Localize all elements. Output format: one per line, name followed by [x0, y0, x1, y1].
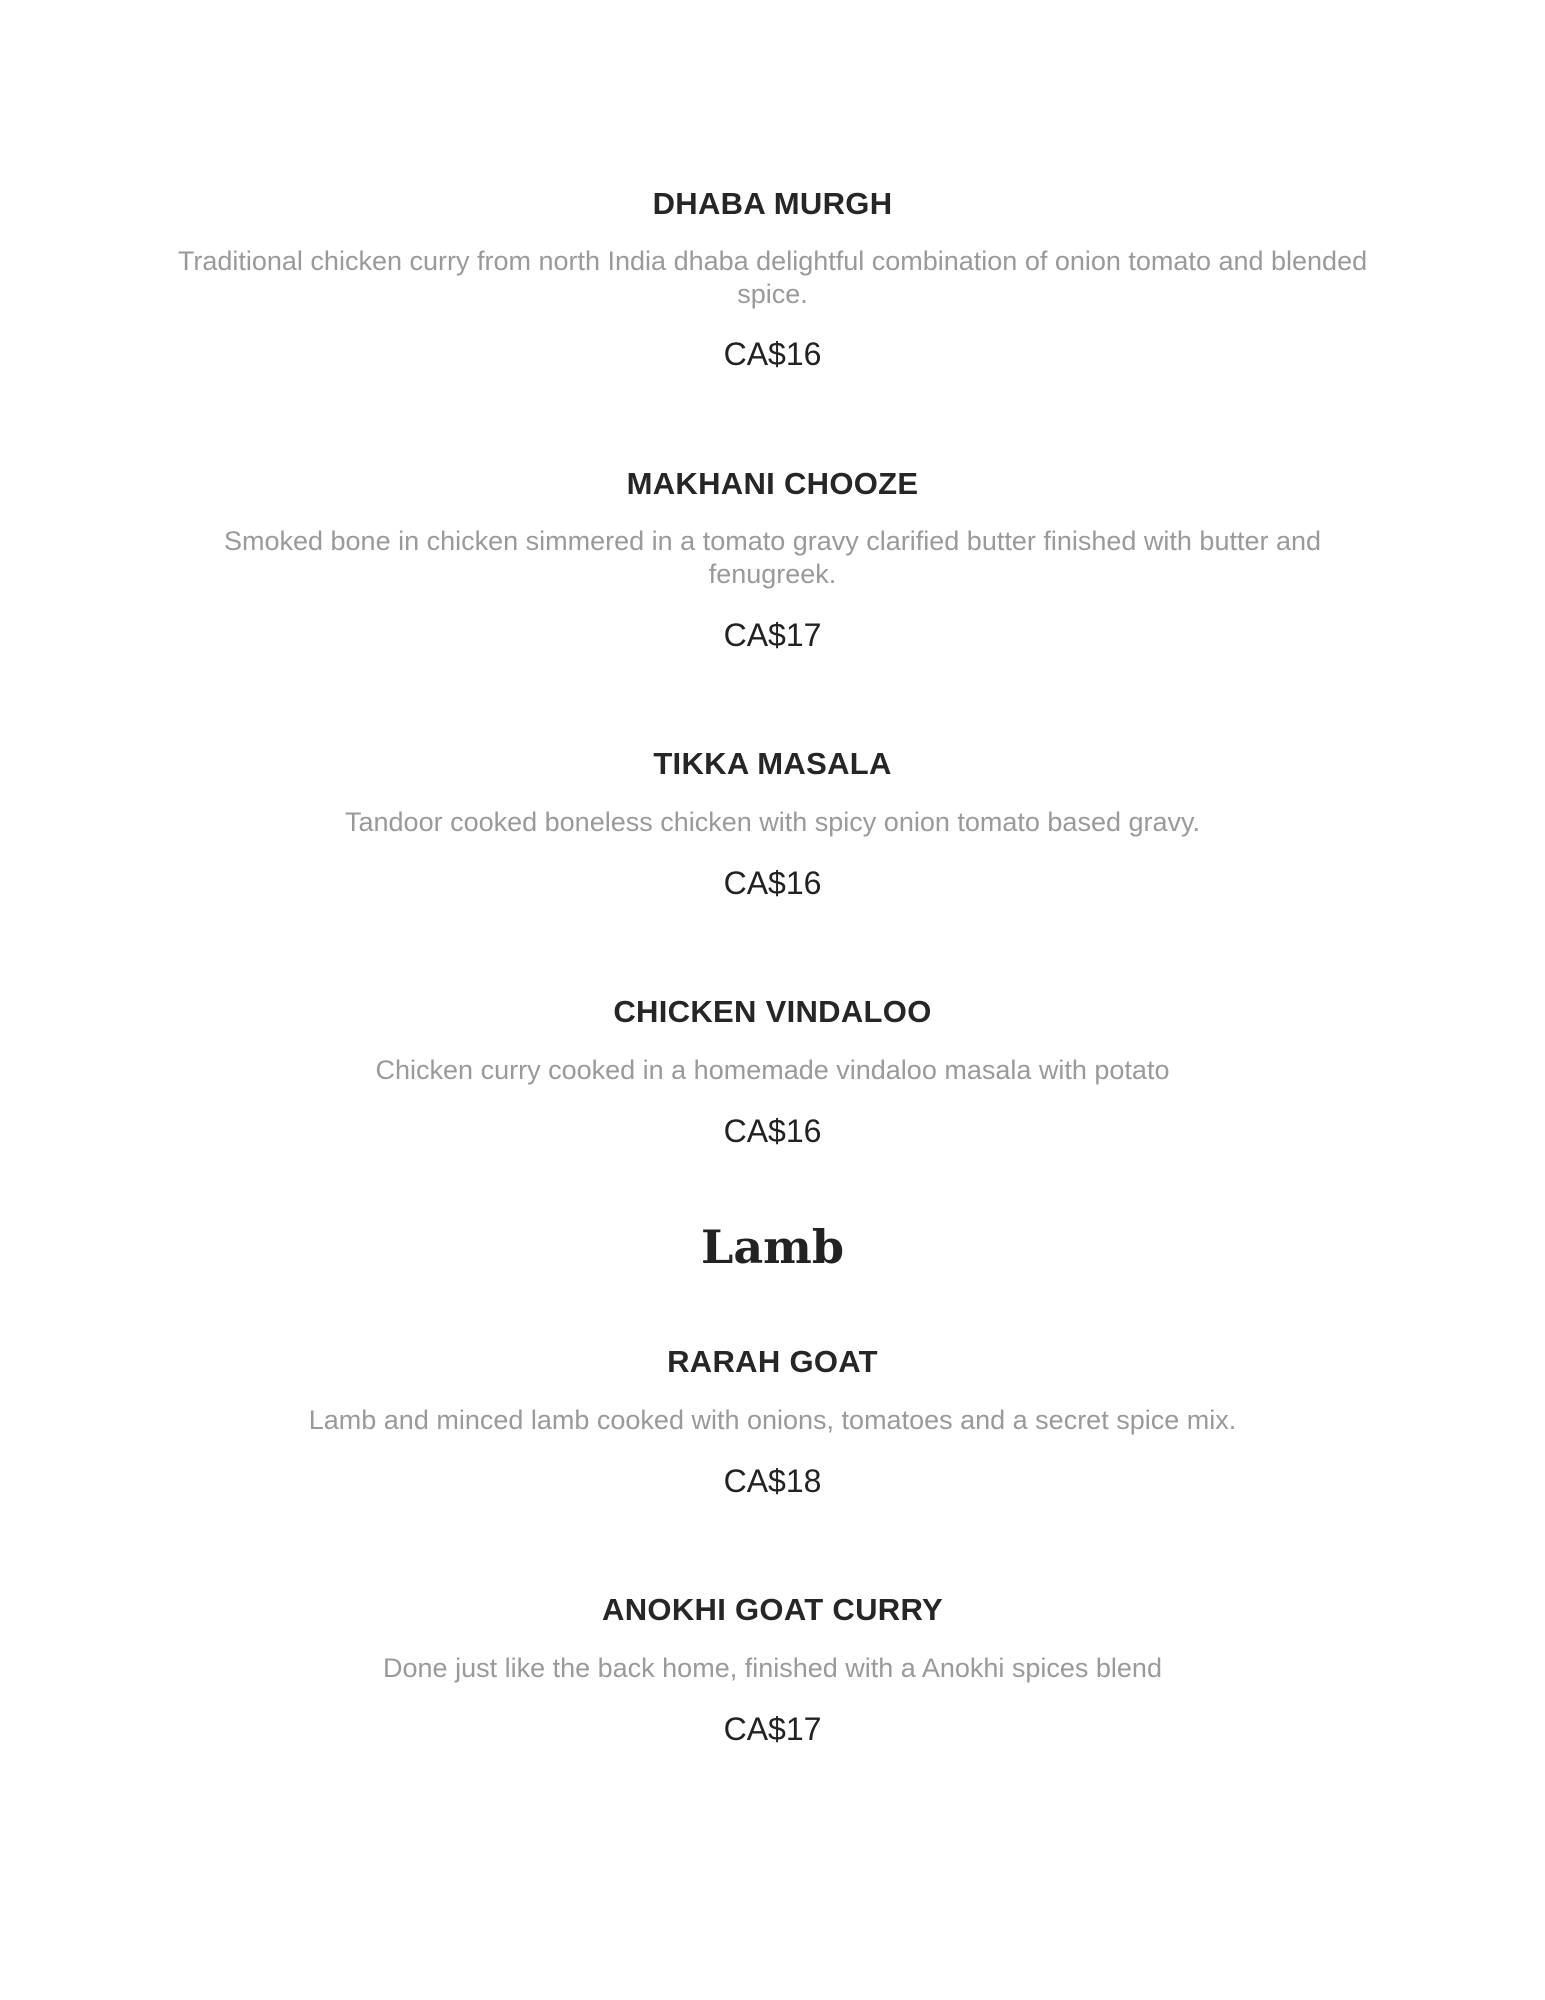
menu-item-description: Done just like the back home, finished with a Anokhi spices blend [383, 1653, 1162, 1683]
menu-item-description: Tandoor cooked boneless chicken with spicy onion tomato based gravy. [345, 807, 1200, 837]
menu-item-description: Lamb and minced lamb cooked with onions, tomatoes and a secret spice mix. [308, 1405, 1237, 1435]
menu-item-price: CA$16 [723, 865, 822, 901]
menu-item-name: MAKHANI CHOOZE [626, 466, 919, 501]
menu-item-name: DHABA MURGH [652, 186, 893, 221]
section-heading-lamb: Lamb [701, 1220, 844, 1274]
menu-item-description: Smoked bone in chicken simmered in a tomato gravy clarified butter finished with butter and fenugreek. [223, 526, 1322, 589]
menu-item-name: RARAH GOAT [667, 1344, 878, 1379]
menu-item-price: CA$17 [723, 617, 822, 653]
menu-item-name: TIKKA MASALA [653, 746, 892, 781]
menu-item-price: CA$17 [723, 1711, 822, 1747]
menu-item-price: CA$16 [723, 1113, 822, 1149]
menu-item-description: Traditional chicken curry from north India dhaba delightful combination of onion tomato and blended spice. [177, 246, 1368, 309]
menu-item-price: CA$18 [723, 1463, 822, 1499]
menu-item-name: ANOKHI GOAT CURRY [602, 1592, 943, 1627]
menu-item-description: Chicken curry cooked in a homemade vindaloo masala with potato [375, 1055, 1170, 1085]
menu-item-name: CHICKEN VINDALOO [613, 994, 932, 1029]
menu-item-price: CA$16 [723, 336, 822, 372]
